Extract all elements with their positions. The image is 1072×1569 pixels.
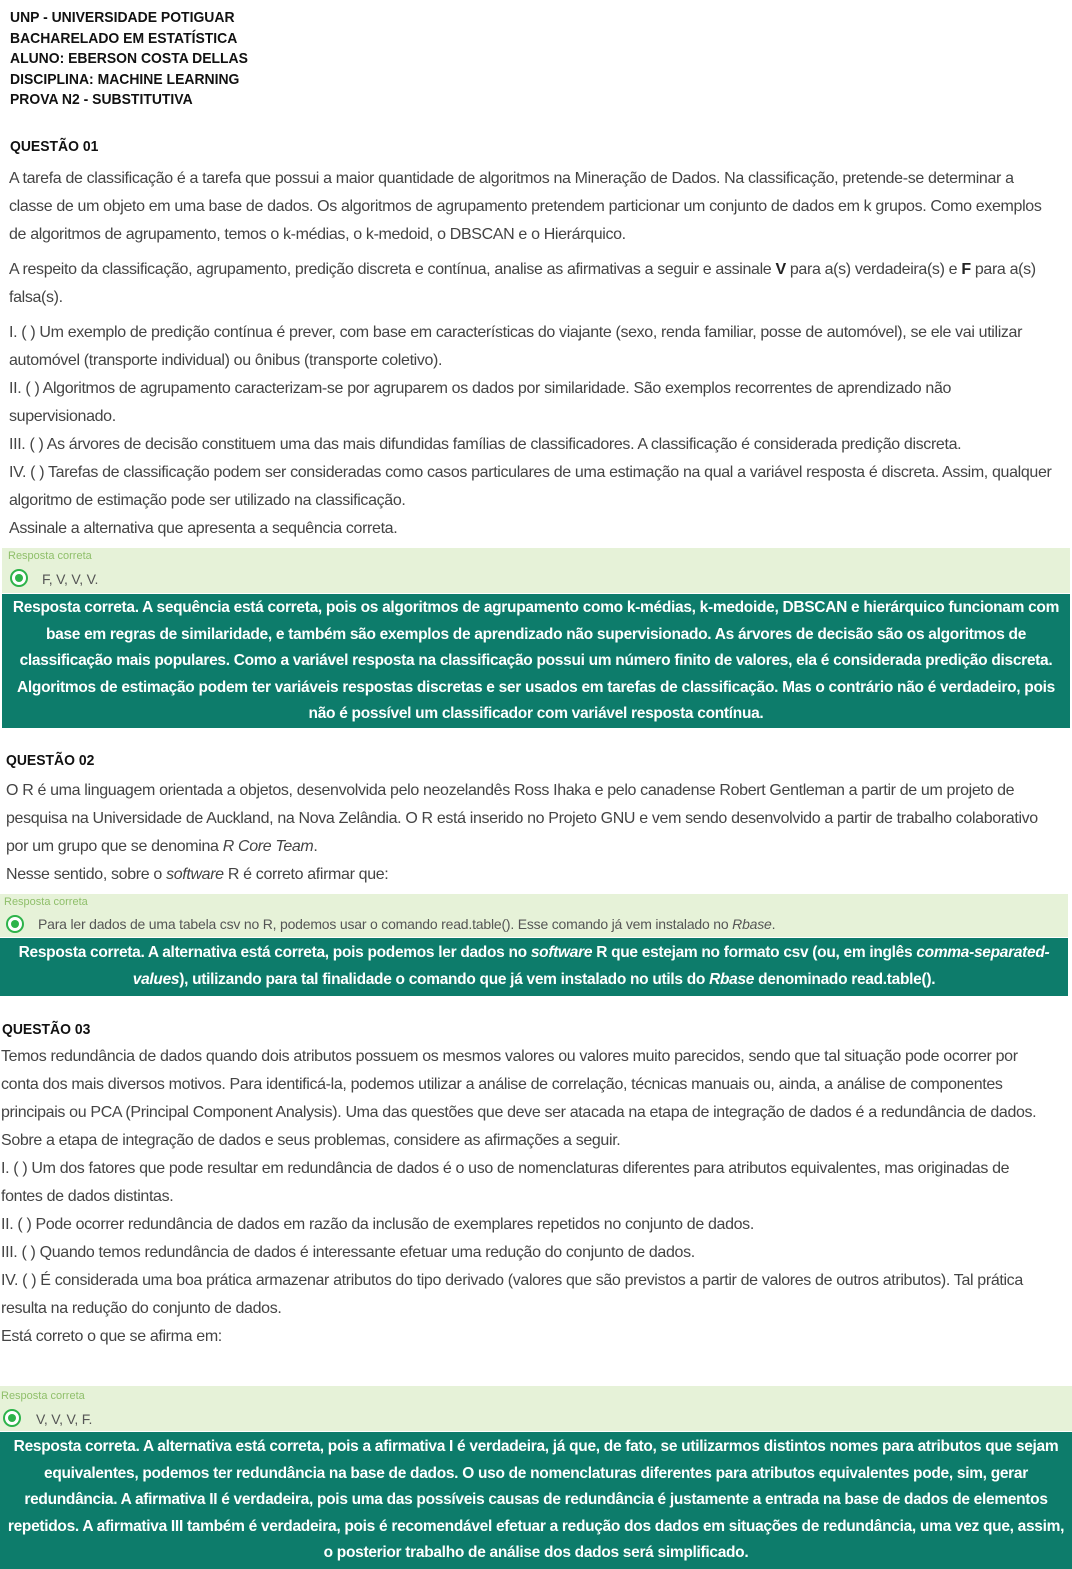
question-1-instruction: A respeito da classificação, agrupamento, predição discreta e contínua, analise as afirmativas a seguir e assinale V para a(s) verdadeira(s) e F para a(s) falsa(s). xyxy=(9,261,1036,306)
question-1-item-2: II. ( ) Algoritmos de agrupamento caracterizam-se por agruparem os dados por similaridade. São exemplos recorrentes de aprendizado não supervisionado. xyxy=(9,380,952,425)
question-3-item-3: III. ( ) Quando temos redundância de dados é interessante efetuar uma redução do conjunto de dados. xyxy=(1,1244,695,1261)
header-line-discipline: DISCIPLINA: MACHINE LEARNING xyxy=(10,70,240,88)
question-3-answer xyxy=(0,1386,1072,1431)
question-3-item-2: II. ( ) Pode ocorrer redundância de dados em razão da inclusão de exemplares repetidos no conjunto de dados. xyxy=(1,1216,754,1233)
header-line-course: BACHARELADO EM ESTATÍSTICA xyxy=(10,29,238,47)
question-2-intro: O R é uma linguagem orientada a objetos, desenvolvida pelo neozelandês Ross Ihaka e pelo canadense Robert Gentleman a partir de um projeto de pesquisa na Universidade de Auckland, na Nova Zelândia. O R está inserido no Projeto GNU e vem sendo desenvolvido a partir de trabalho colaborativo por um grupo que se denomina R Core Team. xyxy=(6,782,1038,855)
question-1-feedback: Resposta correta. A sequência está correta, pois os algoritmos de agrupamento como k-médias, k-medoide, DBSCAN e hierárquico funcionam com base em regras de similaridade, e também são exemplos de aprendizado não supervisionado. As árvores de decisão são os algoritmos de classificação mais populares. Como a variável resposta na classificação possui um número finito de valores, ela é considerada predição discreta. Algoritmos de estimação podem ter variáveis respostas discretas e ser usados em tarefas de classificação. Mas o contrário não é verdadeiro, pois não é possível um classificador com variável resposta contínua. xyxy=(2,594,1070,728)
header-line-student: ALUNO: EBERSON COSTA DELLAS xyxy=(10,50,248,67)
question-2-body xyxy=(6,777,1058,889)
radio-selected-icon xyxy=(10,569,28,587)
answer-text: F, V, V, V. xyxy=(42,571,99,587)
question-2-ask: Nesse sentido, sobre o software R é correto afirmar que: xyxy=(6,866,389,883)
header-line-university: UNP - UNIVERSIDADE POTIGUAR xyxy=(10,9,235,26)
question-3-item-1: I. ( ) Um dos fatores que pode resultar em redundância de dados é o uso de nomenclaturas diferentes para atributos equivalentes, mas originadas de fontes de dados distintas. xyxy=(1,1160,1010,1205)
question-1-body xyxy=(9,165,1059,543)
radio-selected-icon xyxy=(6,915,24,933)
question-2-feedback: Resposta correta. A alternativa está correta, pois podemos ler dados no software R que estejam no formato csv (ou, em inglês comma-separated-values), utilizando para tal finalidade o comando que já vem instalado no utils do Rbase denominado read.table(). xyxy=(0,938,1068,996)
question-1-answer xyxy=(2,548,1070,593)
question-3-item-4: IV. ( ) É considerada uma boa prática armazenar atributos do tipo derivado (valores que são previstos a partir de valores de outros atributos). Tal prática resulta na redução do conjunto de dados. xyxy=(1,1272,1023,1317)
question-3-intro: Temos redundância de dados quando dois atributos possuem os mesmos valores ou valores muito parecidos, sendo que tal situação pode ocorrer por conta dos mais diversos motivos. Para identificá-la, podemos utilizar a análise de correlação, técnicas manuais ou, ainda, a análise de componentes principais ou PCA (Principal Component Analysis). Uma das questões que deve ser atacada na etapa de integração de dados é a redundância de dados. xyxy=(1,1048,1037,1121)
question-3-body xyxy=(1,1043,1053,1351)
question-1-title: QUESTÃO 01 xyxy=(10,138,99,155)
answer-label: Resposta correta xyxy=(8,550,92,562)
question-3-ask: Está correto o que se afirma em: xyxy=(1,1328,222,1345)
answer-text: Para ler dados de uma tabela csv no R, podemos usar o comando read.table(). Esse comando já vem instalado no Rbase. xyxy=(38,916,776,932)
question-1-item-3: III. ( ) As árvores de decisão constituem uma das mais difundidas famílias de classificadores. A classificação é considerada predição discreta. xyxy=(9,436,962,453)
question-2-title: QUESTÃO 02 xyxy=(6,752,95,769)
question-2-answer xyxy=(0,894,1068,937)
answer-text: V, V, V, F. xyxy=(36,1411,93,1427)
question-3-instruction: Sobre a etapa de integração de dados e seus problemas, considere as afirmações a seguir. xyxy=(1,1132,621,1149)
question-3-feedback: Resposta correta. A alternativa está correta, pois a afirmativa I é verdadeira, já que, de fato, se utilizarmos distintos nomes para atributos que sejam equivalentes, podemos ter redundância na base de dados. O uso de nomenclaturas diferentes para atributos equivalentes pode, sim, gerar redundância. A afirmativa II é verdadeira, pois uma das possíveis causas de redundância é justamente a entrada na base de dados de elementos repetidos. A afirmativa III também é verdadeira, pois é recomendável efetuar a redução dos dados em situações de redundância, uma vez que, assim, o posterior trabalho de análise dos dados será simplificado. xyxy=(0,1432,1072,1569)
header-line-exam: PROVA N2 - SUBSTITUTIVA xyxy=(10,91,193,108)
radio-selected-icon xyxy=(3,1409,21,1427)
answer-label: Resposta correta xyxy=(4,896,88,908)
question-1-ask: Assinale a alternativa que apresenta a sequência correta. xyxy=(9,520,398,537)
answer-label: Resposta correta xyxy=(1,1390,85,1402)
question-1-item-1: I. ( ) Um exemplo de predição contínua é prever, com base em características do viajante (sexo, renda familiar, posse de automóvel), se ele vai utilizar automóvel (transporte individual) ou ônibus (transporte coletivo). xyxy=(9,324,1023,369)
question-1-item-4: IV. ( ) Tarefas de classificação podem ser consideradas como casos particulares de uma estimação na qual a variável resposta é discreta. Assim, qualquer algoritmo de estimação pode ser utilizado na classificação. xyxy=(9,464,1052,509)
question-1-intro: A tarefa de classificação é a tarefa que possui a maior quantidade de algoritmos na Mineração de Dados. Na classificação, pretende-se determinar a classe de um objeto em uma base de dados. Os algoritmos de agrupamento pretendem particionar um conjunto de dados em k grupos. Como exemplos de algoritmos de agrupamento, temos o k-médias, o k-medoid, o DBSCAN e o Hierárquico. xyxy=(9,170,1042,243)
question-3-title: QUESTÃO 03 xyxy=(2,1021,91,1038)
document-header xyxy=(10,8,248,111)
